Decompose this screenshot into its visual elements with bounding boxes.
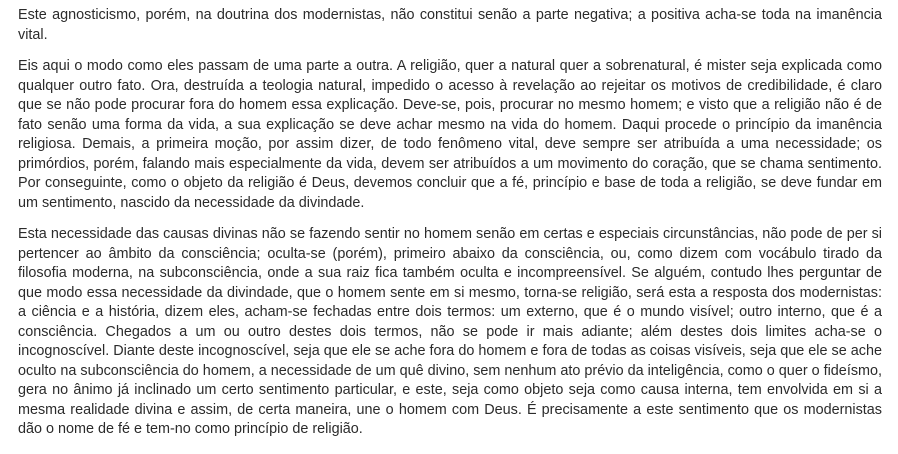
paragraph-agnosticism: Este agnosticismo, porém, na doutrina dos modernistas, não constitui senão a parte negativa; a positiva acha-se toda na imanência vital. — [18, 7, 882, 43]
document-body — [18, 6, 882, 452]
paragraph-religious-immanence: Eis aqui o modo como eles passam de uma parte a outra. A religião, quer a natural quer a sobrenatural, é mister seja explicada como qualquer outro fato. Ora, destruída a teologia natural, impedido o acesso à revelação ao rejeitar os motivos de credibilidade, é claro que se não pode procurar fora do homem essa explicação. Deve-se, pois, procurar no mesmo homem; e visto que a religião não é de fato senão uma forma da vida, a sua explicação se deve achar mesmo na vida do homem. Daqui procede o princípio da imanência religiosa. Demais, a primeira moção, por assim dizer, de todo fenômeno vital, deve sempre ser atribuída a uma necessidade; os primórdios, porém, falando mais especialmente da vida, devem ser atribuídos a um movimento do coração, que se chama sentimento. Por conseguinte, como o objeto da religião é Deus, devemos concluir que a fé, princípio e base de toda a religião, se deve fundar em um sentimento, nascido da necessidade da divindade. — [18, 58, 882, 211]
paragraph-subconscious-need: Esta necessidade das causas divinas não se fazendo sentir no homem senão em certas e especiais circunstâncias, não pode de per si pertencer ao âmbito da consciência; oculta-se (porém), primeiro abaixo da consciência, ou, como dizem com vocábulo tirado da filosofia moderna, na subconsciência, onde a sua raiz fica também oculta e incompreensível. Se alguém, contudo lhes perguntar de que modo essa necessidade da divindade, que o homem sente em si mesmo, torna-se religião, será esta a resposta dos modernistas: a ciência e a história, dizem eles, acham-se fechadas entre dois termos: um externo, que é o mundo visível; outro interno, que é a consciência. Chegados a um ou outro destes dois termos, não se pode ir mais adiante; além destes dois limites acha-se o incognoscível. Diante deste incognoscível, seja que ele se ache fora do homem e fora de todas as coisas visíveis, seja que ele se ache oculto na subconsciência do homem, a necessidade de um quê divino, sem nenhum ato prévio da inteligência, como o quer o fideísmo, gera no ânimo já inclinado um certo sentimento particular, e este, seja como objeto seja como causa interna, tem envolvida em si a mesma realidade divina e assim, de certa maneira, une o homem com Deus. É precisamente a este sentimento que os modernistas dão o nome de fé e tem-no como princípio de religião. — [18, 226, 882, 437]
